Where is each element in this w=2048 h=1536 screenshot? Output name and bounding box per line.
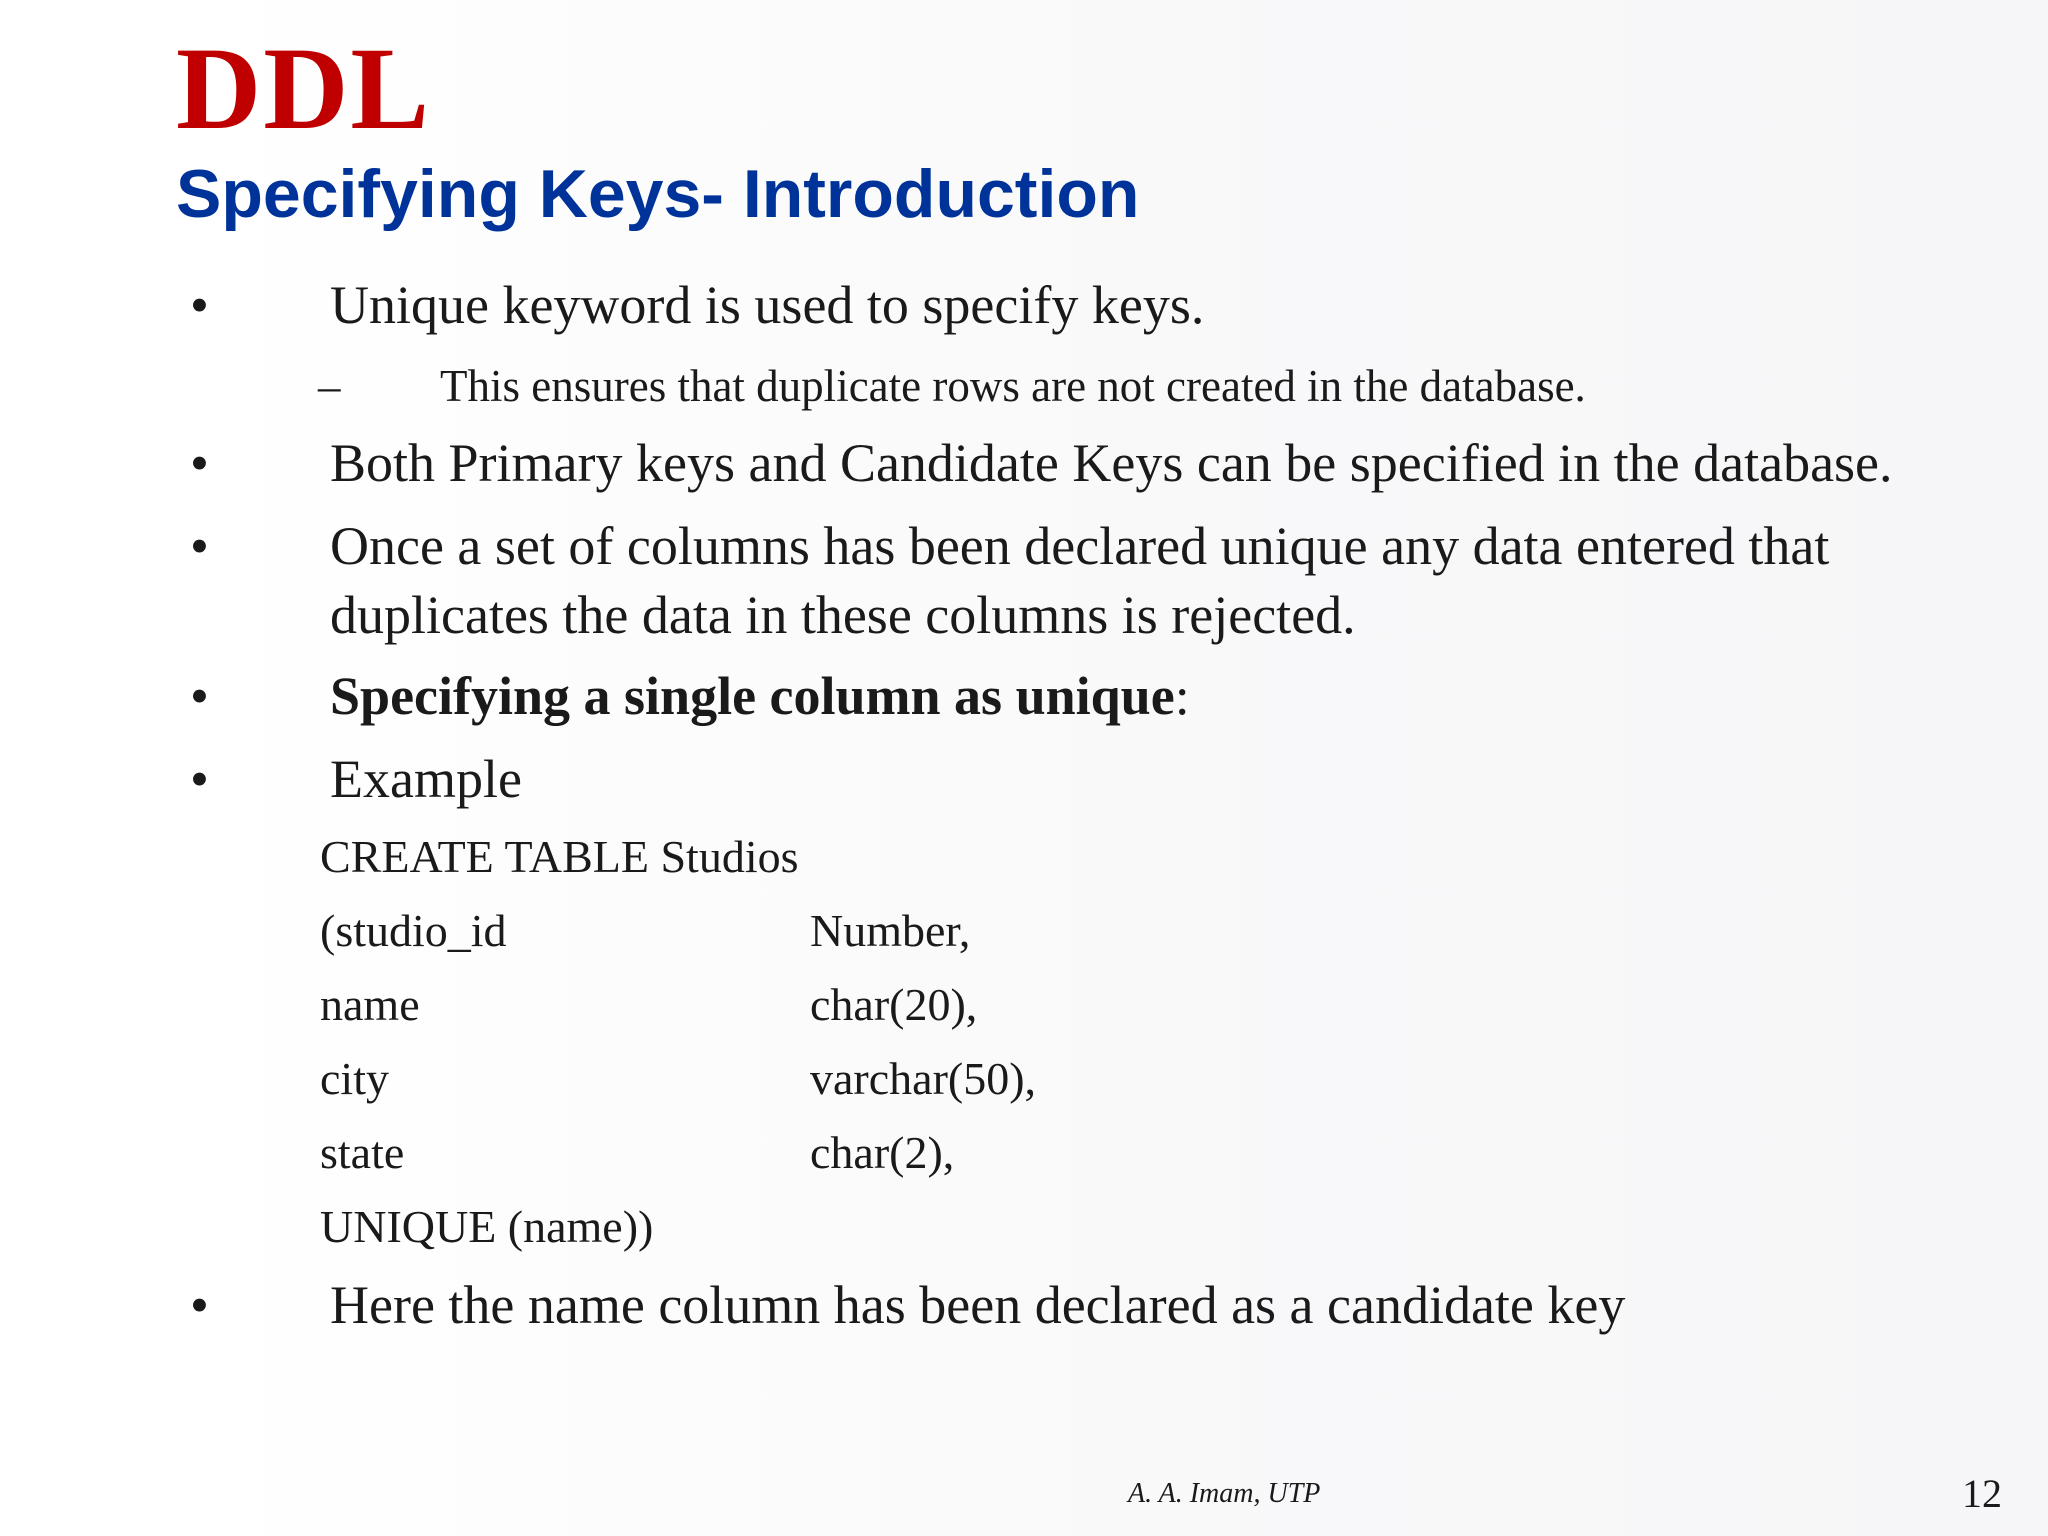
bullet-marker: • <box>190 433 209 493</box>
slide-footer: A. A. Imam, UTP <box>1128 1478 1321 1509</box>
bullet-text: Example <box>330 749 522 809</box>
page-number: 12 <box>1962 1471 2002 1516</box>
bullet-text: Both Primary keys and Candidate Keys can be specified in the database. <box>330 433 1893 493</box>
bullet-marker: • <box>190 666 209 726</box>
bullet-text-line2: duplicates the data in these columns is rejected. <box>330 585 1356 645</box>
code-column-type: Number, <box>810 905 971 956</box>
slide-subtitle: Specifying Keys- Introduction <box>176 156 1140 232</box>
bullet-text <box>330 661 1980 731</box>
code-footer: UNIQUE (name)) <box>320 1201 654 1252</box>
code-column-name: (studio_id <box>320 905 507 956</box>
code-column-name: name <box>320 979 420 1030</box>
bullet-marker: • <box>190 1275 209 1335</box>
sub-bullet-text: This ensures that duplicate rows are not created in the database. <box>440 361 1586 411</box>
dash-marker: – <box>318 361 341 411</box>
bullet-marker: • <box>190 516 209 576</box>
code-column-type: varchar(50), <box>810 1053 1037 1104</box>
bullet-marker: • <box>190 275 209 335</box>
code-column-name: state <box>320 1127 405 1178</box>
bullet-bold-text: Specifying a single column as unique <box>330 666 1175 726</box>
code-column-name: city <box>320 1053 389 1104</box>
bullet-text: Here the name column has been declared as a candidate key <box>330 1275 1626 1335</box>
bullet-text: Unique keyword is used to specify keys. <box>330 275 1205 335</box>
code-column-type: char(20), <box>810 979 978 1030</box>
bullet-text-line1: Once a set of columns has been declared unique any data entered that <box>330 516 1830 576</box>
slide-title: DDL <box>176 23 432 154</box>
code-header: CREATE TABLE Studios <box>320 831 799 882</box>
bullet-marker: • <box>190 749 209 809</box>
bullet-suffix: : <box>1174 666 1190 726</box>
code-column-type: char(2), <box>810 1127 955 1178</box>
